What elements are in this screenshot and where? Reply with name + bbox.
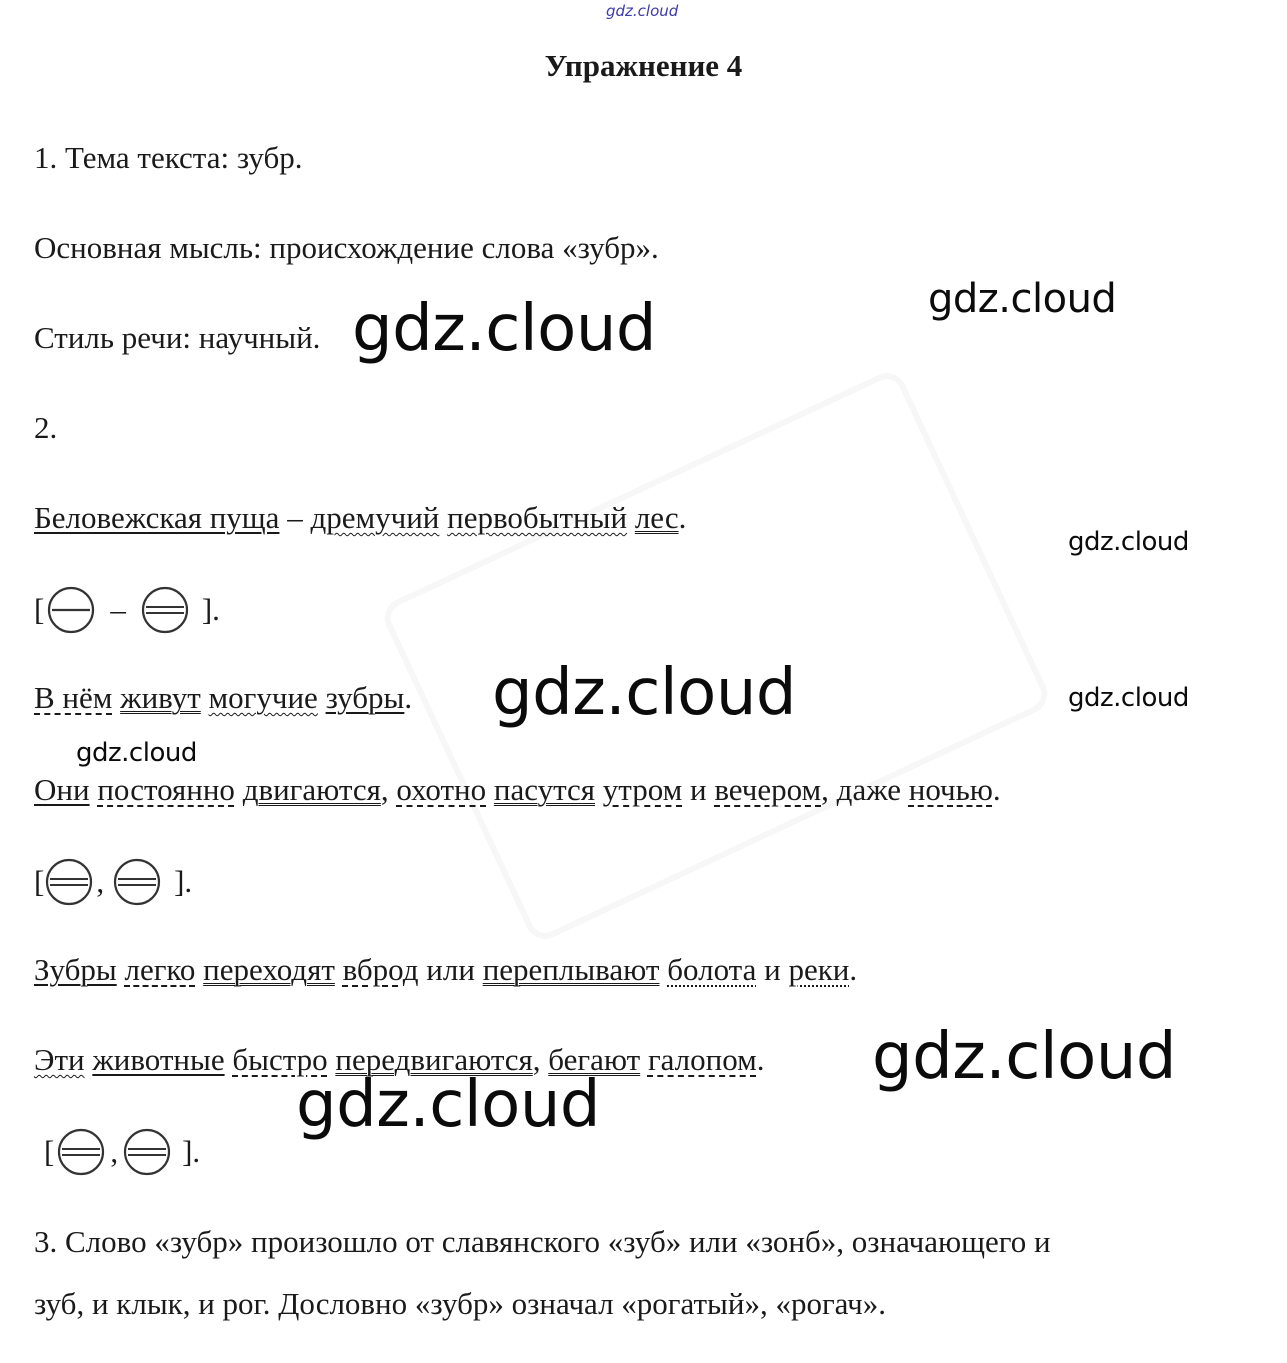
page-title: Упражнение 4: [544, 48, 743, 83]
main-idea-line: Основная мысль: происхождение слова «зубр».: [34, 230, 659, 265]
adverbial: охотно: [396, 772, 487, 807]
circle-double-line-icon: [44, 857, 94, 907]
adverbial: легко: [124, 952, 196, 987]
watermark-top: gdz.cloud: [606, 2, 679, 20]
watermark: gdz.cloud: [492, 656, 796, 730]
speech-style-line: Стиль речи: научный.: [34, 320, 321, 355]
watermark: gdz.cloud: [76, 738, 197, 768]
circle-double-line-icon: [110, 857, 164, 907]
predicate: бегают: [548, 1042, 641, 1077]
adverbial: быстро: [232, 1042, 328, 1077]
object: реки: [788, 952, 850, 987]
subject: животные: [92, 1042, 225, 1077]
section-2-number: 2.: [34, 410, 58, 445]
adverbial: вброд: [342, 952, 419, 987]
watermark: gdz.cloud: [352, 292, 656, 366]
adverbial: В нём: [34, 680, 113, 715]
circle-double-line-icon: [138, 585, 192, 635]
scheme-3: [ , ].: [44, 1127, 200, 1177]
predicate: передвигаются: [335, 1042, 533, 1077]
sentence-4: Зубры легко переходят вброд или переплывают болота и реки.: [34, 952, 858, 987]
predicate: лес: [634, 500, 679, 535]
section-3-line-2: зуб, и клык, и рог. Дословно «зубр» означал «рогатый», «рогач».: [34, 1286, 887, 1321]
scheme-2: [ , ].: [34, 857, 192, 907]
definition: дремучий: [310, 500, 440, 535]
theme-line: 1. Тема текста: зубр.: [34, 140, 303, 175]
circle-single-line-icon: [44, 585, 98, 635]
subject: зубры: [325, 680, 405, 715]
adverbial: постоянно: [97, 772, 235, 807]
subject: Зубры: [34, 952, 117, 987]
watermark: gdz.cloud: [872, 1020, 1176, 1094]
predicate: переплывают: [482, 952, 660, 987]
circle-double-line-icon: [54, 1127, 108, 1177]
predicate: двигаются: [242, 772, 381, 807]
predicate: пасутся: [493, 772, 596, 807]
sentence-5: Эти животные быстро передвигаются, бегают галопом.: [34, 1042, 765, 1077]
watermark: gdz.cloud: [1068, 683, 1189, 713]
adverbial: галопом: [647, 1042, 757, 1077]
circle-double-line-icon: [120, 1127, 174, 1177]
watermark: gdz.cloud: [928, 276, 1117, 322]
adverbial: утром: [602, 772, 683, 807]
watermark: gdz.cloud: [296, 1068, 600, 1142]
adverbial: ночью: [908, 772, 993, 807]
subject: Беловежская пуща: [34, 500, 280, 535]
scheme-1: [ – ].: [34, 585, 220, 635]
definition: первобытный: [447, 500, 628, 535]
subject: Они: [34, 772, 90, 807]
sentence-3: Они постоянно двигаются, охотно пасутся утром и вечером, даже ночью.: [34, 772, 1001, 807]
definition: Эти: [34, 1042, 85, 1077]
sentence-2: В нём живут могучие зубры.: [34, 680, 413, 715]
object: болота: [667, 952, 757, 987]
predicate: живут: [120, 680, 201, 715]
section-3-line-1: 3. Слово «зубр» произошло от славянского «зуб» или «зонб», означающего и: [34, 1224, 1051, 1259]
watermark: gdz.cloud: [1068, 527, 1189, 557]
predicate: переходят: [203, 952, 335, 987]
definition: могучие: [208, 680, 318, 715]
adverbial: вечером: [714, 772, 822, 807]
sentence-1: Беловежская пуща – дремучий первобытный лес.: [34, 500, 687, 535]
